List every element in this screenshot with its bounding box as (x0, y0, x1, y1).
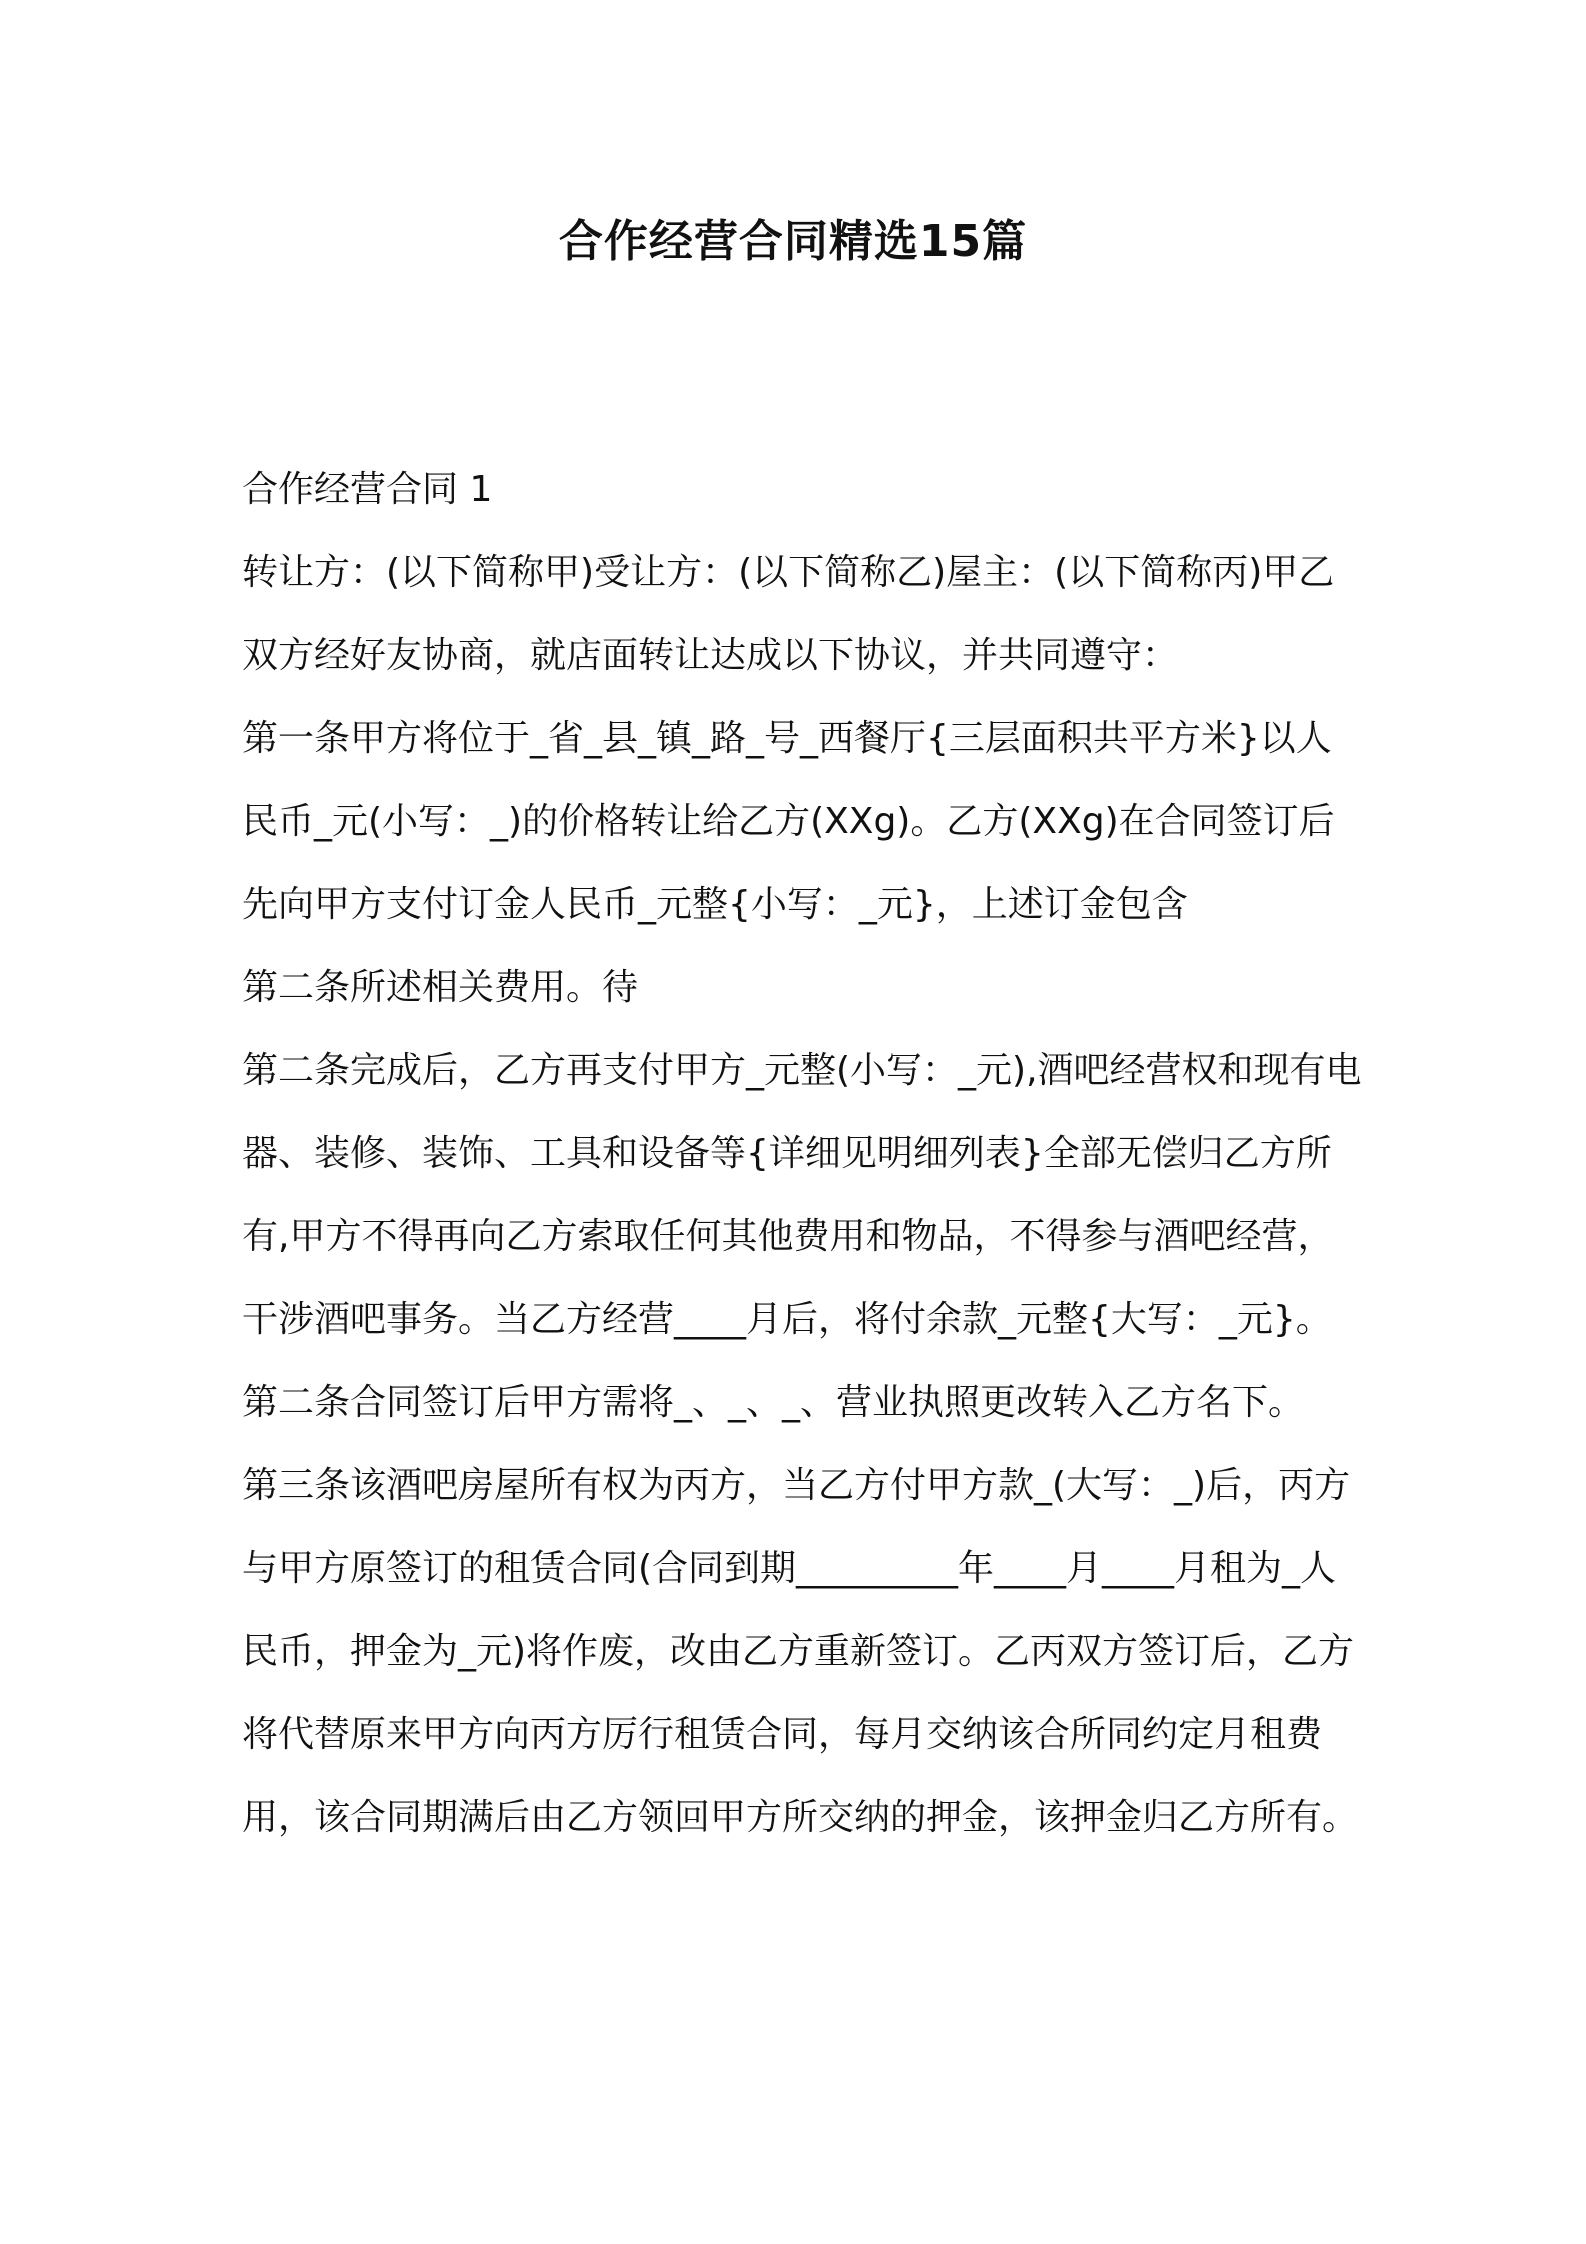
paragraph-article-3: 第三条该酒吧房屋所有权为丙方，当乙方付甲方款_(大写：_)后，丙方与甲方原签订的租赁合同(合同到期_________年____月____月租为_人民币，押金为_元)将作废，改由乙方重新签订。乙丙双方签订后，乙方将代替原来甲方向丙方厉行租赁合同，每月交纳该合所同约定月租费用，该合同期满后由乙方领回甲方所交纳的押金，该押金归乙方所有。 (242, 1465, 1359, 1838)
paragraph-article-2-intro: 第二条所述相关费用。待 (242, 967, 639, 1008)
paragraph-article-1: 第一条甲方将位于_省_县_镇_路_号_西餐厅{三层面积共平方米}以人民币_元(小写：_)的价格转让给乙方(XXg)。乙方(XXg)在合同签订后先向甲方支付订金人民币_元整{小写：_元}，上述订金包含 (242, 718, 1335, 925)
paragraph-parties: 转让方：(以下简称甲)受让方：(以下简称乙)屋主：(以下简称丙)甲乙双方经好友协商，就店面转让达成以下协议，并共同遵守： (242, 552, 1335, 676)
paragraph-article-2-license: 第二条合同签订后甲方需将_、_、_、营业执照更改转入乙方名下。 (242, 1382, 1305, 1423)
document-title: 合作经营合同精选15篇 (558, 216, 1028, 267)
paragraph-article-2-completion: 第二条完成后，乙方再支付甲方_元整(小写：_元),酒吧经营权和现有电器、装修、装饰、工具和设备等{详细见明细列表}全部无偿归乙方所有,甲方不得再向乙方索取任何其他费用和物品，不得参与酒吧经营，干涉酒吧事务。当乙方经营____月后，将付余款_元整{大写：_元}。 (242, 1050, 1362, 1340)
document-body (242, 448, 1362, 1859)
section-heading: 合作经营合同 1 (242, 469, 493, 510)
